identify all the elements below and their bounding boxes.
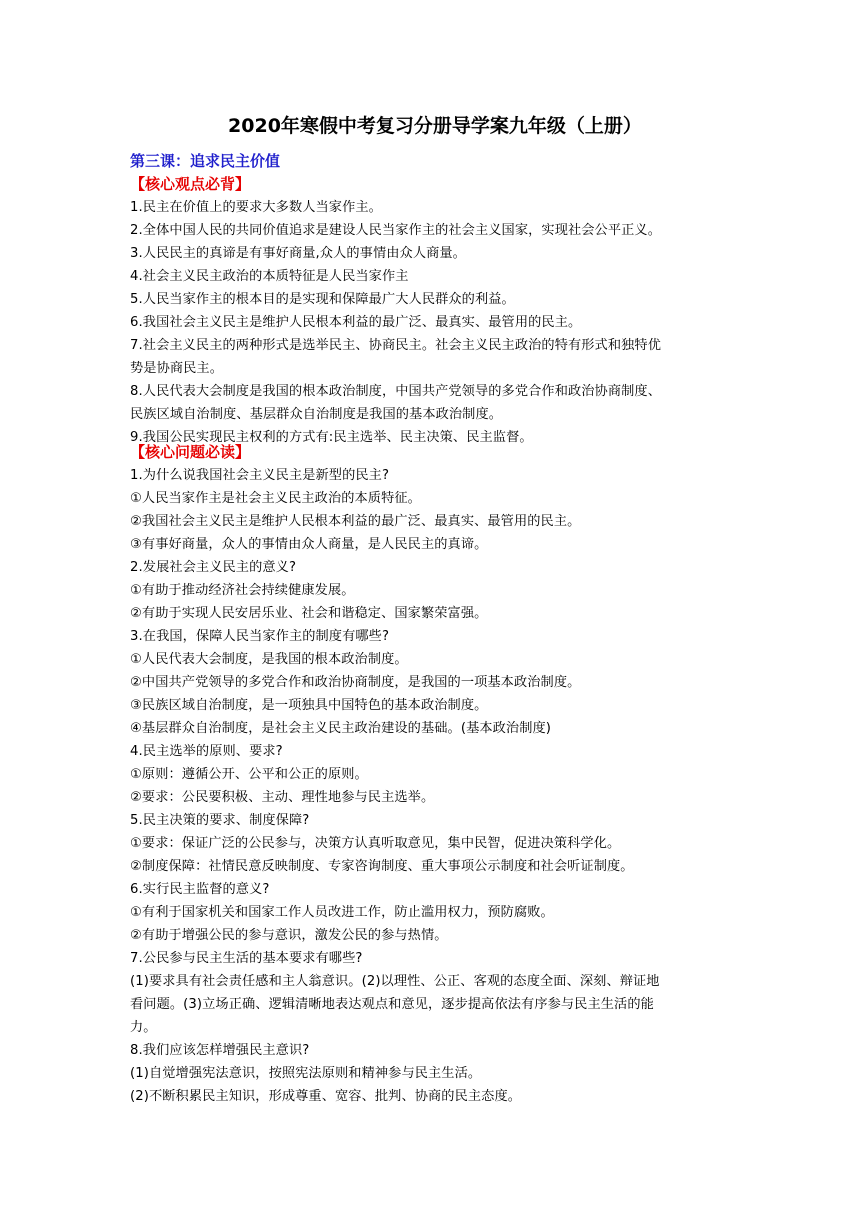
core-questions-list [130,464,738,1108]
text-line: 5.人民当家作主的根本目的是实现和保障最广大人民群众的利益。 [130,292,515,307]
text-line: ③有事好商量，众人的事情由众人商量，是人民民主的真谛。 [130,537,488,552]
text-line: ②中国共产党领导的多党合作和政治协商制度，是我国的一项基本政治制度。 [130,675,581,690]
text-line: ②有助于增强公民的参与意识，激发公民的参与热情。 [130,928,448,943]
text-line: ②有助于实现人民安居乐业、社会和谐稳定、国家繁荣富强。 [130,606,488,621]
text-line: ①原则：遵循公开、公平和公正的原则。 [130,767,368,782]
text-line: 5.民主决策的要求、制度保障? [130,813,310,828]
page-title: 2020年寒假中考复习分册导学案九年级（上册） [228,115,642,137]
text-line: ②要求：公民要积极、主动、理性地参与民主选举。 [130,790,435,805]
text-line: 6.我国社会主义民主是维护人民根本利益的最广泛、最真实、最管用的民主。 [130,315,582,330]
text-line: (1)自觉增强宪法意识，按照宪法原则和精神参与民主生活。 [130,1066,482,1081]
text-line: ①有助于推动经济社会持续健康发展。 [130,583,355,598]
text-line: 8.我们应该怎样增强民主意识? [130,1043,310,1058]
text-line: 4.社会主义民主政治的本质特征是人民当家作主 [130,269,409,284]
lesson-heading: 第三课：追求民主价值 [130,152,281,170]
core-points-list [130,196,738,449]
text-line: 7.社会主义民主的两种形式是选举民主、协商民主。社会主义民主政治的特有形式和独特优 [130,338,661,353]
text-line: ④基层群众自治制度，是社会主义民主政治建设的基础。(基本政治制度) [130,721,552,736]
text-line: 看问题。(3)立场正确、逻辑清晰地表达观点和意见，逐步提高依法有序参与民主生活的能 [130,997,654,1012]
text-line: ①要求：保证广泛的公民参与，决策方认真听取意见，集中民智，促进决策科学化。 [130,836,621,851]
text-line: 1.民主在价值上的要求大多数人当家作主。 [130,200,382,215]
text-line: 民族区域自治制度、基层群众自治制度是我国的基本政治制度。 [130,407,503,422]
text-line: (2)不断积累民主知识，形成尊重、宽容、批判、协商的民主态度。 [130,1089,522,1104]
text-line: 3.人民民主的真谛是有事好商量,众人的事情由众人商量。 [130,246,466,261]
text-line: 2.发展社会主义民主的意义? [130,560,297,575]
section-heading-core-points: 【核心观点必背】 [130,175,251,193]
text-line: ①有利于国家机关和国家工作人员改进工作，防止滥用权力，预防腐败。 [130,905,554,920]
text-line: 9.我国公民实现民主权利的方式有:民主选举、民主决策、民主监督。 [130,430,533,445]
text-line: 8.人民代表大会制度是我国的根本政治制度，中国共产党领导的多党合作和政治协商制度、 [130,384,661,399]
text-line: ②我国社会主义民主是维护人民根本利益的最广泛、最真实、最管用的民主。 [130,514,581,529]
text-line: 4.民主选举的原则、要求? [130,744,283,759]
text-line: 1.为什么说我国社会主义民主是新型的民主? [130,468,390,483]
text-line: ①人民代表大会制度，是我国的根本政治制度。 [130,652,408,667]
text-line: 7.公民参与民主生活的基本要求有哪些? [130,951,363,966]
section-heading-core-questions: 【核心问题必读】 [130,443,251,461]
text-line: 6.实行民主监督的意义? [130,882,270,897]
text-line: 3.在我国，保障人民当家作主的制度有哪些? [130,629,390,644]
text-line: (1)要求具有社会责任感和主人翁意识。(2)以理性、公正、客观的态度全面、深刻、辩证地 [130,974,660,989]
text-line: 势是协商民主。 [130,361,224,376]
text-line: ③民族区域自治制度，是一项独具中国特色的基本政治制度。 [130,698,488,713]
text-line: 力。 [130,1020,157,1035]
text-line: ①人民当家作主是社会主义民主政治的本质特征。 [130,491,421,506]
text-line: 2.全体中国人民的共同价值追求是建设人民当家作主的社会主义国家，实现社会公平正义。 [130,223,661,238]
text-line: ②制度保障：社情民意反映制度、专家咨询制度、重大事项公示制度和社会听证制度。 [130,859,634,874]
